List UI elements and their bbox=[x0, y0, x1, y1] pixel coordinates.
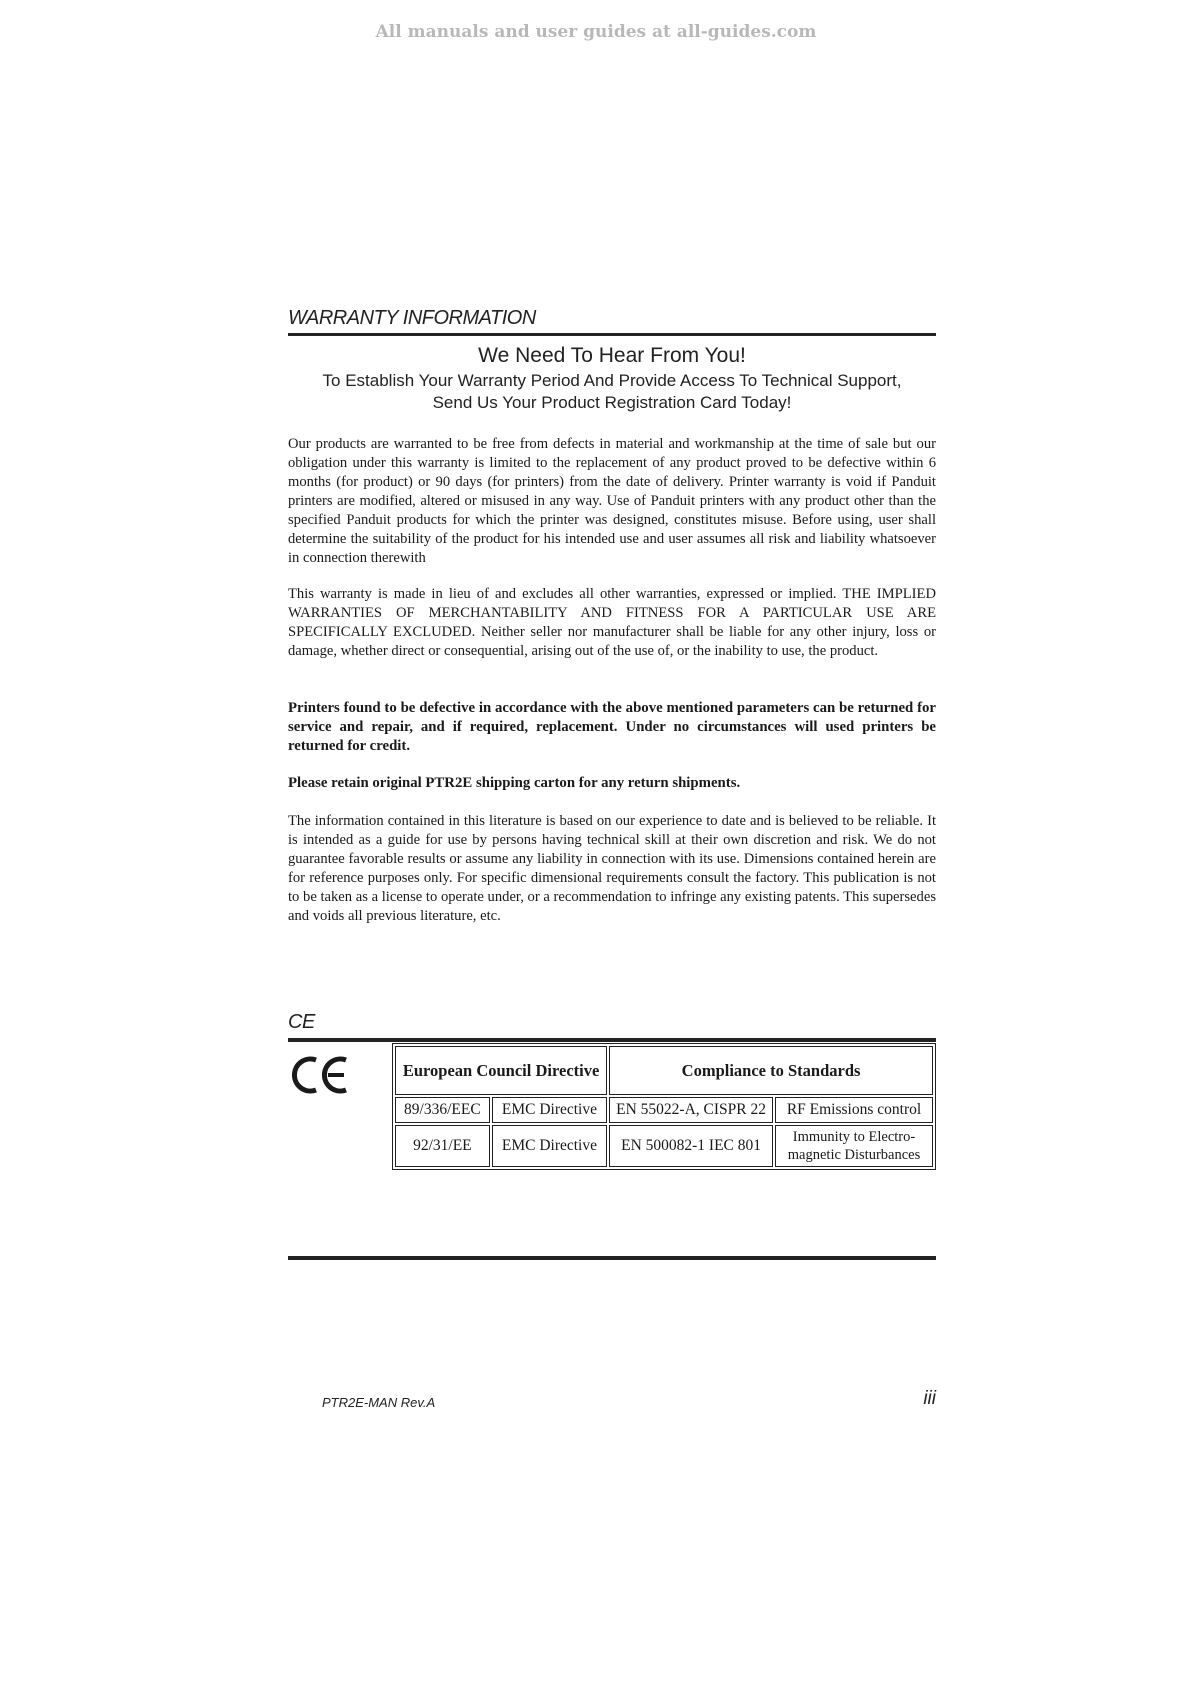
standard-description: RF Emissions control bbox=[775, 1097, 933, 1123]
warranty-subline-1: To Establish Your Warranty Period And Provide Access To Technical Support, bbox=[322, 371, 902, 390]
directive-code: 89/336/EEC bbox=[395, 1097, 490, 1123]
warranty-paragraph-1: Our products are warranted to be free from defects in material and workmanship at the time of sale but our obligation under this warranty is limited to the replacement of any product proved to be defective within 6 months (for product) or 90 days (for printers) from the date of delivery. Printer warranty is void if Panduit printers are modified, altered or misused in any way. Use of Panduit printers with any product other than the specified Panduit products for which the printer was designed, constitutes misuse. Before using, user shall determine the suitability of the product for his intended use and user assumes all risk and liability whatsoever in connection therewith bbox=[288, 436, 936, 566]
directive-code: 92/31/EE bbox=[395, 1125, 490, 1167]
watermark: All manuals and user guides at all-guides.com bbox=[375, 22, 817, 42]
table-row bbox=[395, 1125, 933, 1167]
bottom-rule bbox=[288, 1256, 936, 1260]
warranty-rule bbox=[288, 333, 936, 336]
warranty-section-title: WARRANTY INFORMATION bbox=[288, 307, 536, 329]
ce-section-title: CE bbox=[288, 1011, 315, 1033]
table-header-row bbox=[395, 1046, 933, 1095]
warranty-subline-2: Send Us Your Product Registration Card Today! bbox=[432, 393, 792, 412]
return-policy-paragraph: Printers found to be defective in accordance with the above mentioned parameters can be returned for service and repair, and if required, replacement. Under no circumstances will used printers be returned for credit. bbox=[288, 700, 936, 754]
header-directive: European Council Directive bbox=[395, 1046, 607, 1095]
standard: EN 500082-1 IEC 801 bbox=[609, 1125, 773, 1167]
standard: EN 55022-A, CISPR 22 bbox=[609, 1097, 773, 1123]
warranty-paragraph-2: This warranty is made in lieu of and excludes all other warranties, expressed or implied. THE IMPLIED WARRANTIES OF MERCHANTABILITY AND FITNESS FOR A PARTICULAR USE ARE SPECIFICALLY EXCLUDED. Neither seller nor manufacturer shall be liable for any other injury, loss or damage, whether direct or consequential, arising out of the use of, or the inability to use, the product. bbox=[288, 586, 936, 659]
ce-rule bbox=[288, 1038, 936, 1042]
table-row bbox=[395, 1097, 933, 1123]
carton-notice: Please retain original PTR2E shipping carton for any return shipments. bbox=[288, 775, 741, 791]
standard-description: Immunity to Electro-magnetic Disturbances bbox=[775, 1125, 933, 1167]
directive-type: EMC Directive bbox=[492, 1097, 607, 1123]
disclaimer-paragraph: The information contained in this literature is based on our experience to date and is believed to be reliable. It is intended as a guide for use by persons having technical skill at their own discretion and risk. We do not guarantee favorable results or assume any liability in connection with its use. Dimensions contained herein are for reference purposes only. For specific dimensional requirements consult the factory. This publication is not to be taken as a license to operate under, or a recommendation to infringe any existing patents. This supersedes and voids all previous literature, etc. bbox=[288, 813, 936, 924]
directive-type: EMC Directive bbox=[492, 1125, 607, 1167]
footer-doc-id: PTR2E-MAN Rev.A bbox=[322, 1395, 436, 1410]
ce-compliance-table bbox=[392, 1043, 936, 1170]
footer-page-number: iii bbox=[923, 1388, 936, 1409]
header-compliance: Compliance to Standards bbox=[609, 1046, 933, 1095]
ce-mark-icon bbox=[292, 1055, 352, 1095]
warranty-headline: We Need To Hear From You! bbox=[478, 344, 746, 367]
